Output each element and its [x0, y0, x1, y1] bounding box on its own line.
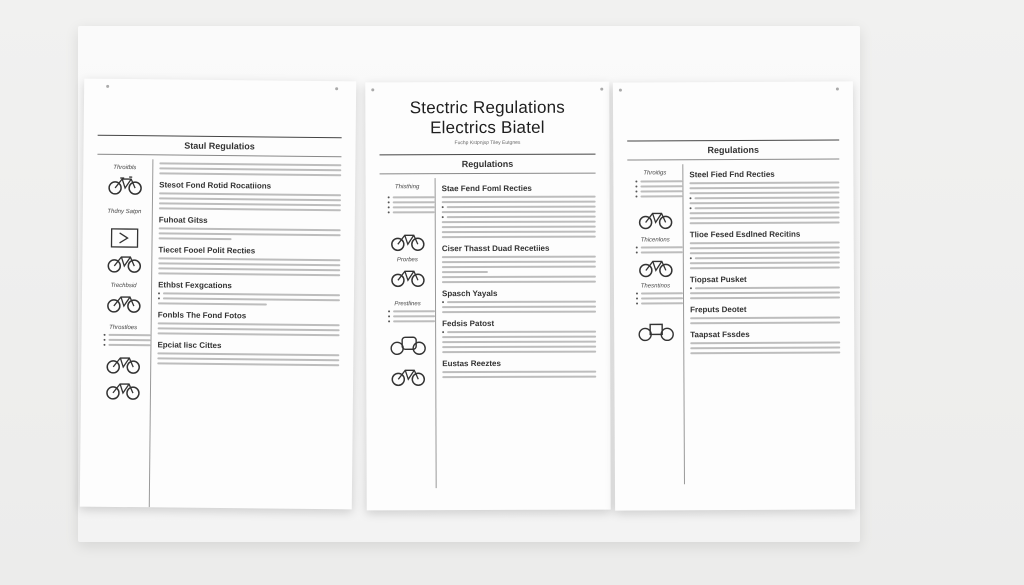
icon-column: [627, 164, 685, 484]
row-label: Thesntinos: [640, 283, 671, 290]
row-label: Prorbes: [396, 257, 418, 264]
bicycle-icon: [106, 253, 142, 273]
right-regulation-sheet: [613, 81, 855, 510]
bicycle-icon: [389, 267, 425, 287]
pin: [106, 85, 109, 88]
cargo-bike-icon: [638, 320, 674, 342]
row-label: Throstloes: [109, 324, 138, 332]
rule-heading: Tiecet Fooel Polit Recties: [158, 245, 256, 256]
pin: [619, 89, 622, 92]
bicycle-icon: [637, 209, 673, 229]
bicycle-icon: [107, 175, 143, 195]
row-label: Thisthing: [394, 184, 420, 191]
section-title: Regulations: [380, 154, 596, 175]
rule-heading: Tiopsat Pusket: [689, 274, 747, 285]
page-subtitle: Fuchp Kstpnjsp Tiley Eutgnes: [454, 139, 521, 147]
rule-heading: Freputs Deotet: [690, 304, 747, 315]
rule-heading: Taapsat Fssdes: [690, 329, 750, 340]
row-label: Thdny Satpn: [107, 208, 142, 216]
rule-heading: Eustas Reeztes: [442, 358, 501, 369]
icon-column: [380, 178, 437, 488]
cargo-bike-icon: [390, 334, 426, 356]
rule-heading: Fedsis Patost: [442, 318, 495, 329]
row-label: Trechbsid: [110, 282, 137, 290]
rule-heading: Stesot Fond Rotid Rocatiions: [159, 180, 272, 191]
pin: [836, 87, 839, 90]
bicycle-icon: [104, 380, 140, 400]
row-label: Thicenlons: [640, 237, 670, 244]
rule-heading: Epciat Iisc Cittes: [157, 340, 222, 351]
row-label: Throitigs: [643, 170, 667, 177]
rule-heading: Ciser Thasst Duad Recetiies: [441, 243, 550, 254]
bicycle-icon: [105, 354, 141, 374]
pin: [371, 88, 374, 91]
text-column: [436, 178, 597, 489]
rule-heading: Fonbls The Fond Fotos: [157, 310, 247, 321]
bicycle-icon: [637, 257, 673, 277]
rule-heading: Fuhoat Gitss: [158, 215, 208, 225]
row-label: Prestlines: [394, 301, 421, 308]
rule-heading: Stae Fend Foml Recties: [441, 183, 532, 194]
scooter-icon: [109, 227, 139, 249]
bicycle-icon: [105, 293, 141, 313]
rule-heading: Ethbst Fexgcations: [158, 280, 232, 291]
section-title: Regulations: [627, 139, 839, 160]
icon-column: [94, 159, 154, 508]
row-label: Throitbls: [113, 164, 137, 172]
page-title: Stectric Regulations: [409, 97, 565, 118]
rule-heading: Spasch Yayals: [441, 288, 498, 299]
text-column: [683, 163, 841, 484]
bicycle-icon: [390, 366, 426, 386]
text-column: [150, 159, 342, 509]
rule-heading: Tlioe Fesed Esdlned Recitins: [689, 229, 801, 240]
left-regulation-sheet: [80, 79, 356, 510]
pin: [335, 87, 338, 90]
bicycle-icon: [389, 231, 425, 251]
section-title: Staul Regulatios: [97, 135, 341, 158]
center-regulation-sheet: [365, 82, 610, 511]
page-title-line2: Electrics Biatel: [430, 117, 545, 138]
pin: [600, 88, 603, 91]
rule-heading: Steel Fied Fnd Recties: [689, 169, 775, 180]
